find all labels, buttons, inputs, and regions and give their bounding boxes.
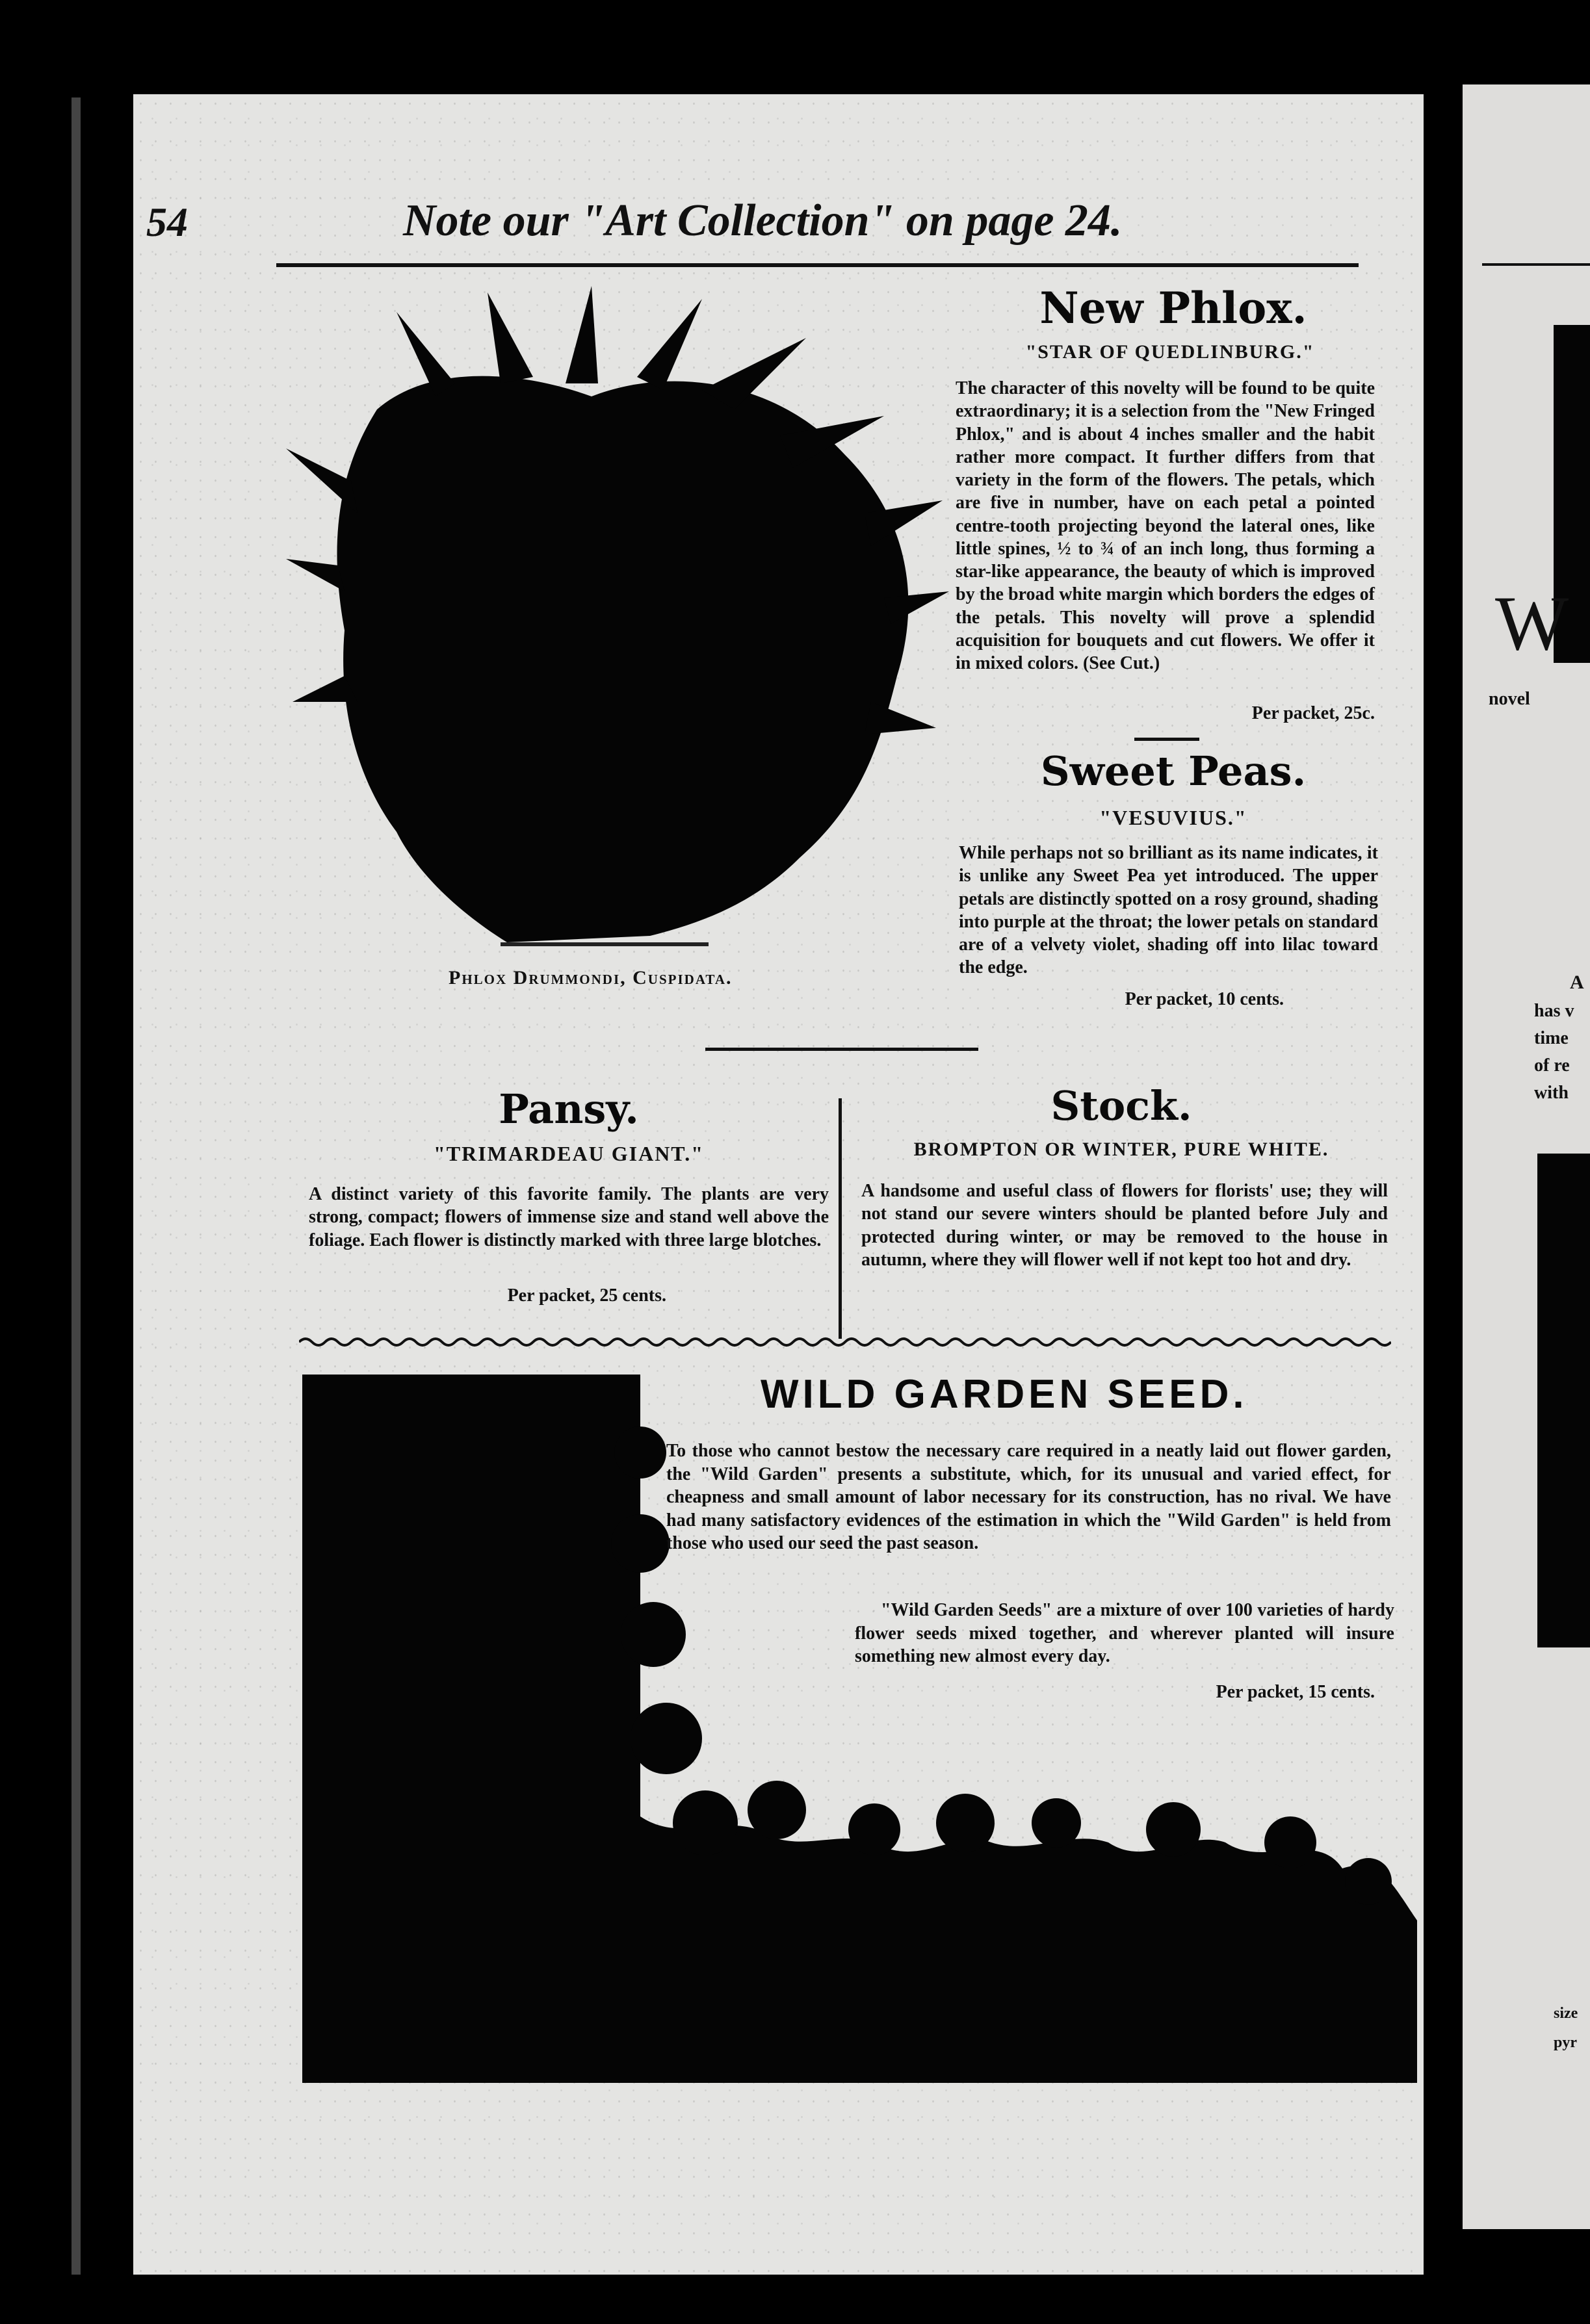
wild-garden-body-1: To those who cannot bestow the necessary care required in a neatly laid out flower garden, the "Wild Garden" presents a substitute, which, for its unusual and varied effect, for cheapness and small amount of labor necessary for its construction, has no rival. We have had many satisfactory evidences of the estimation in which the "Wild Garden" is held from those who used our seed the past season. (666, 1441, 1391, 1554)
phlox-price: Per packet, 25c. (1251, 703, 1375, 723)
phlox-body: The character of this novelty will be found to be quite extraordinary; it is a selection from the "New Fringed Phlox," and is about 4 inches smaller and the habit rather more compact. It further differs from that variety in the form of the flowers. The petals, which are five in number, have on each petal a pointed centre-tooth projecting beyond the lateral ones, like little spines, ½ to ¾ of an inch long, thus forming a star-like appearance, the beauty of which is improved by the broad white margin which borders the edges of the petals. This novelty will prove a splendid acquisition for bouquets and cut flowers. We offer it in mixed colors. (See Cut.) (956, 378, 1375, 674)
sweetpeas-title: Sweet Peas. (1040, 747, 1307, 795)
wild-garden-body-2: "Wild Garden Seeds" are a mixture of over 100 varieties of hardy flower seeds mixed together, and wherever planted will insure something new almost every day. (855, 1600, 1394, 1667)
adjacent-page-line-4: of re (1534, 1055, 1570, 1076)
wild-garden-price: Per packet, 15 cents. (1216, 1682, 1375, 1702)
stock-subtitle: BROMPTON OR WINTER, PURE WHITE. (913, 1139, 1329, 1160)
adjacent-page-bottom-2: pyr (1554, 2034, 1577, 2051)
adjacent-page-line-2: has v (1534, 1001, 1574, 1021)
phlox-title: New Phlox. (1039, 283, 1307, 333)
adjacent-page-line-3: time (1534, 1028, 1569, 1048)
sweetpeas-price: Per packet, 10 cents. (1125, 989, 1284, 1009)
adjacent-page-line-1: A (1570, 972, 1584, 993)
scan-edge (72, 97, 81, 2275)
phlox-subtitle: "STAR OF QUEDLINBURG." (1025, 341, 1315, 363)
sweetpeas-subtitle: "VESUVIUS." (1099, 806, 1247, 829)
wild-garden-title: WILD GARDEN SEED. (761, 1372, 1248, 1417)
adjacent-page-big-letter: W (1495, 580, 1569, 666)
header-rule (276, 263, 1359, 267)
pansy-title: Pansy. (499, 1085, 639, 1133)
page-number: 54 (146, 199, 188, 245)
column-divider (839, 1098, 842, 1339)
pansy-price: Per packet, 25 cents. (507, 1285, 666, 1306)
adjacent-page-line-5: with (1534, 1083, 1569, 1103)
phlox-divider (1134, 738, 1199, 741)
adjacent-page-word: novel (1489, 689, 1530, 709)
adjacent-page-image (1537, 1154, 1590, 1647)
adjacent-page (1463, 84, 1590, 2229)
stock-body: A handsome and useful class of flowers for florists' use; they will not stand our severe winters should be planted before July and protected during winter, or may be removed to the house in autumn, where they will flower well if not kept too hot and dry. (861, 1181, 1388, 1270)
stock-title: Stock. (1050, 1082, 1192, 1130)
section-divider (705, 1048, 978, 1051)
adjacent-page-bottom-1: size (1554, 2005, 1578, 2022)
pansy-subtitle: "TRIMARDEAU GIANT." (433, 1142, 705, 1165)
phlox-illustration (286, 286, 949, 962)
pansy-body: A distinct variety of this favorite family. The plants are very strong, compact; flowers of immense size and stand well above the foliage. Each flower is distinctly marked with three large blotches. (309, 1184, 829, 1250)
header-note: Note our "Art Collection" on page 24. (403, 196, 1123, 246)
wavy-rule (299, 1336, 1391, 1349)
adjacent-page-rule (1482, 263, 1590, 266)
phlox-caption: Phlox Drummondi, Cuspidata. (449, 967, 733, 988)
sweetpeas-body: While perhaps not so brilliant as its name indicates, it is unlike any Sweet Pea yet introduced. The upper petals are distinctly spotted on a rosy ground, shading into purple at the throat; the lower petals on standard are of a velvety violet, shading off into lilac toward the edge. (959, 843, 1378, 978)
